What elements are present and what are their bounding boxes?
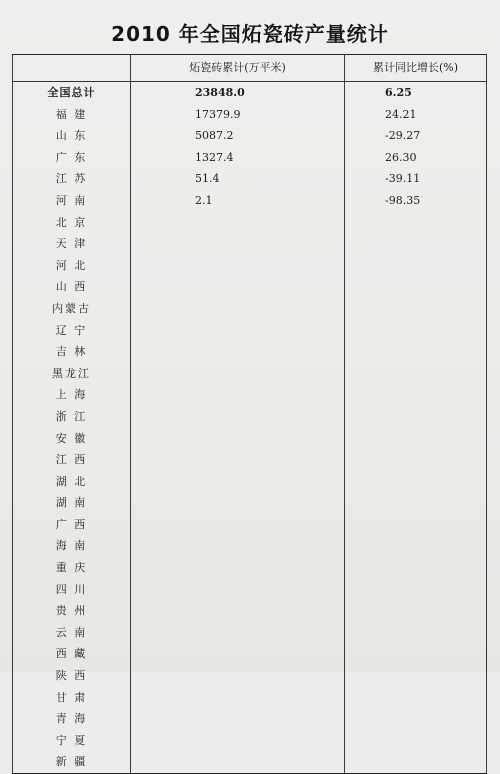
region-cell: 山 西 [13, 276, 131, 298]
growth-cell [345, 557, 487, 579]
growth-cell [345, 471, 487, 493]
growth-cell: -29.27 [345, 125, 487, 147]
table-row [13, 276, 487, 298]
region-cell: 江 苏 [13, 168, 131, 190]
total-row [13, 82, 487, 104]
table-row [13, 104, 487, 126]
table-row [13, 341, 487, 363]
cumulative-cell [131, 449, 345, 471]
region-cell: 吉 林 [13, 341, 131, 363]
growth-cell [345, 708, 487, 730]
table-row [13, 643, 487, 665]
growth-cell [345, 276, 487, 298]
growth-cell [345, 579, 487, 601]
growth-cell [345, 643, 487, 665]
region-cell: 新 疆 [13, 751, 131, 773]
growth-cell [345, 730, 487, 752]
cumulative-cell: 23848.0 [131, 82, 345, 104]
region-cell: 内蒙古 [13, 298, 131, 320]
header-growth: 累计同比增长(%) [345, 55, 487, 82]
table-row [13, 190, 487, 212]
cumulative-cell [131, 406, 345, 428]
region-cell: 天 津 [13, 233, 131, 255]
growth-cell [345, 406, 487, 428]
table-row [13, 622, 487, 644]
cumulative-cell: 2.1 [131, 190, 345, 212]
growth-cell [345, 233, 487, 255]
region-cell: 湖 南 [13, 492, 131, 514]
region-cell: 湖 北 [13, 471, 131, 493]
region-cell: 浙 江 [13, 406, 131, 428]
table-row [13, 384, 487, 406]
region-cell: 云 南 [13, 622, 131, 644]
growth-cell [345, 363, 487, 385]
region-cell: 福 建 [13, 104, 131, 126]
cumulative-cell [131, 708, 345, 730]
region-cell: 广 东 [13, 147, 131, 169]
growth-cell [345, 341, 487, 363]
growth-cell [345, 384, 487, 406]
table-row [13, 255, 487, 277]
region-cell: 西 藏 [13, 643, 131, 665]
region-cell: 河 北 [13, 255, 131, 277]
growth-cell [345, 255, 487, 277]
table-row [13, 298, 487, 320]
growth-cell [345, 665, 487, 687]
table-row [13, 471, 487, 493]
cumulative-cell [131, 341, 345, 363]
table-row [13, 708, 487, 730]
region-cell: 宁 夏 [13, 730, 131, 752]
cumulative-cell: 5087.2 [131, 125, 345, 147]
table-row [13, 406, 487, 428]
cumulative-cell [131, 233, 345, 255]
table-row [13, 449, 487, 471]
cumulative-cell [131, 514, 345, 536]
region-cell: 黑龙江 [13, 363, 131, 385]
table-row [13, 730, 487, 752]
region-cell: 重 庆 [13, 557, 131, 579]
region-cell: 海 南 [13, 535, 131, 557]
growth-cell [345, 687, 487, 709]
cumulative-cell [131, 428, 345, 450]
region-cell: 山 东 [13, 125, 131, 147]
region-cell: 青 海 [13, 708, 131, 730]
table-row [13, 147, 487, 169]
region-cell: 河 南 [13, 190, 131, 212]
cumulative-cell [131, 665, 345, 687]
header-row [13, 55, 487, 82]
region-cell: 贵 州 [13, 600, 131, 622]
cumulative-cell [131, 535, 345, 557]
growth-cell: 24.21 [345, 104, 487, 126]
region-cell: 北 京 [13, 212, 131, 234]
region-cell: 甘 肃 [13, 687, 131, 709]
cumulative-cell [131, 751, 345, 773]
table-row [13, 320, 487, 342]
region-cell: 全国总计 [13, 82, 131, 104]
cumulative-cell [131, 298, 345, 320]
table-row [13, 535, 487, 557]
table-row [13, 751, 487, 773]
table-row [13, 233, 487, 255]
growth-cell [345, 600, 487, 622]
cumulative-cell [131, 730, 345, 752]
growth-cell [345, 622, 487, 644]
table-row [13, 687, 487, 709]
growth-cell [345, 751, 487, 773]
cumulative-cell [131, 492, 345, 514]
table-row [13, 665, 487, 687]
header-cumulative: 炻瓷砖累计(万平米) [131, 55, 345, 82]
table-row [13, 600, 487, 622]
cumulative-cell [131, 212, 345, 234]
growth-cell: -39.11 [345, 168, 487, 190]
cumulative-cell [131, 687, 345, 709]
table-row [13, 428, 487, 450]
header-region [13, 55, 131, 82]
cumulative-cell: 1327.4 [131, 147, 345, 169]
page-title: 2010 年全国炻瓷砖产量统计 [111, 22, 389, 46]
growth-cell [345, 320, 487, 342]
growth-cell: 6.25 [345, 82, 487, 104]
growth-cell [345, 298, 487, 320]
table-row [13, 579, 487, 601]
cumulative-cell [131, 320, 345, 342]
cumulative-cell [131, 643, 345, 665]
table-row [13, 492, 487, 514]
table-header [13, 55, 487, 82]
growth-cell [345, 449, 487, 471]
growth-cell: 26.30 [345, 147, 487, 169]
growth-cell [345, 212, 487, 234]
cumulative-cell [131, 471, 345, 493]
table-row [13, 557, 487, 579]
region-cell: 四 川 [13, 579, 131, 601]
cumulative-cell [131, 600, 345, 622]
cumulative-cell [131, 255, 345, 277]
region-cell: 辽 宁 [13, 320, 131, 342]
region-cell: 上 海 [13, 384, 131, 406]
growth-cell [345, 514, 487, 536]
cumulative-cell [131, 557, 345, 579]
growth-cell [345, 492, 487, 514]
table-row [13, 514, 487, 536]
cumulative-cell [131, 579, 345, 601]
growth-cell [345, 428, 487, 450]
region-cell: 安 徽 [13, 428, 131, 450]
cumulative-cell [131, 363, 345, 385]
cumulative-cell [131, 276, 345, 298]
table-row [13, 363, 487, 385]
region-cell: 广 西 [13, 514, 131, 536]
table-row [13, 212, 487, 234]
production-table [12, 54, 487, 774]
region-cell: 陕 西 [13, 665, 131, 687]
cumulative-cell: 51.4 [131, 168, 345, 190]
table-body [13, 82, 487, 774]
cumulative-cell [131, 384, 345, 406]
cumulative-cell [131, 622, 345, 644]
table-row [13, 168, 487, 190]
growth-cell [345, 535, 487, 557]
growth-cell: -98.35 [345, 190, 487, 212]
table-row [13, 125, 487, 147]
region-cell: 江 西 [13, 449, 131, 471]
cumulative-cell: 17379.9 [131, 104, 345, 126]
